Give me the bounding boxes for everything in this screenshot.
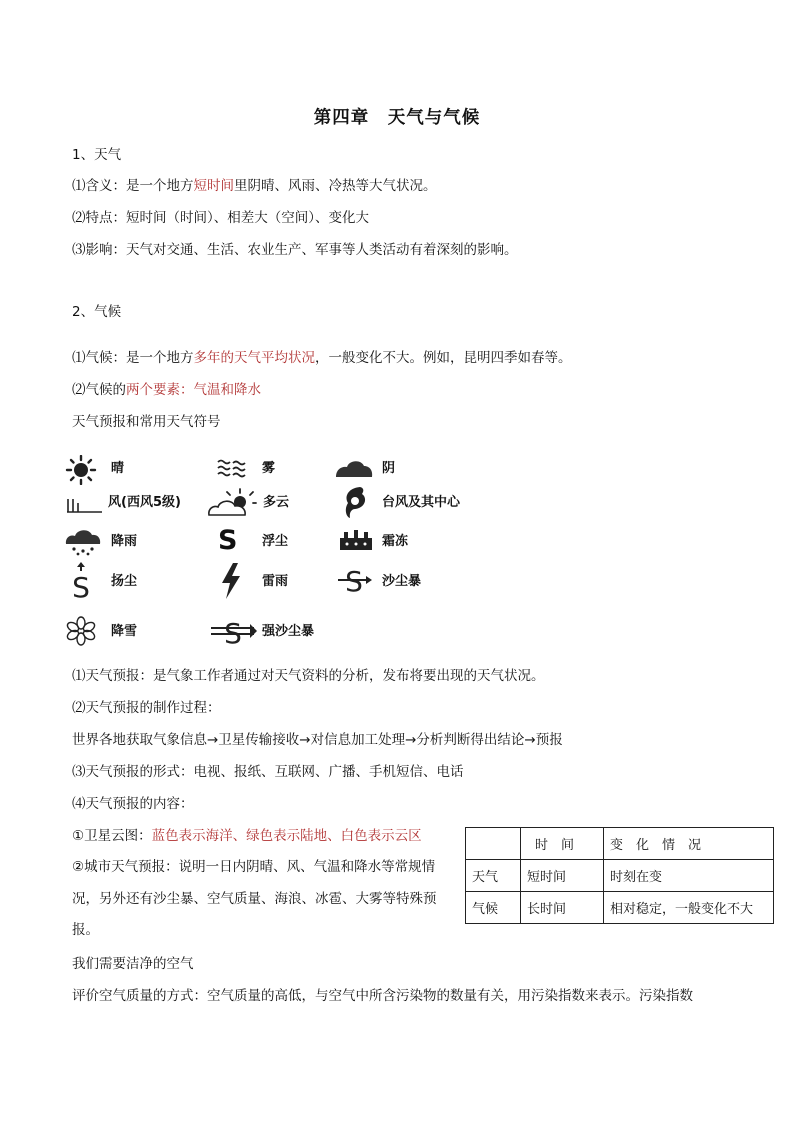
climate-elements: ⑵气候的两个要素：气温和降水 (72, 382, 261, 398)
weather-definition: ⑴含义：是一个地方短时间里阴晴、风雨、冷热等大气状况。 (72, 178, 437, 194)
clean-air-heading: 我们需要洁净的空气 (72, 956, 194, 972)
dust-icon: S (218, 525, 238, 556)
table-row (466, 892, 774, 924)
symbols-subheading: 天气预报和常用天气符号 (72, 414, 221, 430)
wind-label: 风(西风5级) (108, 495, 181, 510)
table-cell: 时刻在变 (604, 860, 774, 892)
sandstorm-icon (334, 564, 374, 596)
blowing-dust-label: 扬尘 (111, 574, 138, 589)
fog-icon (216, 458, 246, 480)
table-cell: 时 间 (521, 828, 604, 860)
city-forecast: ②城市天气预报：说明一日内阴晴、风、气温和降水等常规情况，另外还有沙尘暴、空气质量、海浪、冰雹、大雾等特殊预报。 (72, 859, 437, 939)
forecast-forms: ⑶天气预报的形式：电视、报纸、互联网、广播、手机短信、电话 (72, 764, 464, 780)
partly-cloudy-icon (206, 487, 258, 517)
table-cell (466, 828, 521, 860)
strong-sandstorm-icon (208, 615, 258, 647)
table-cell: 长时间 (521, 892, 604, 924)
fog-label: 雾 (262, 461, 276, 476)
section-weather-heading: 1、天气 (72, 147, 122, 163)
table-cell: 气候 (466, 892, 521, 924)
frost-label: 霜冻 (382, 534, 409, 549)
overcast-icon (334, 457, 374, 479)
blowing-dust-icon (68, 561, 94, 601)
cloudy-label: 多云 (263, 495, 290, 510)
thunderstorm-icon (218, 562, 244, 600)
sunny-icon (64, 455, 98, 485)
weather-features: ⑵特点：短时间（时间）、相差大（空间）、变化大 (72, 210, 369, 226)
table-cell: 天气 (466, 860, 521, 892)
frost-icon (338, 528, 374, 552)
table-header-row (466, 828, 774, 860)
air-quality-evaluation: 评价空气质量的方式：空气质量的高低，与空气中所含污染物的数量有关，用污染指数来表示。污染指数 (72, 988, 693, 1004)
svg-text:S: S (345, 565, 363, 596)
typhoon-icon (340, 485, 370, 519)
wind-icon (64, 492, 104, 514)
table-row (466, 860, 774, 892)
rain-icon (64, 528, 102, 556)
overcast-label: 阴 (382, 461, 396, 476)
weather-climate-table (465, 827, 774, 924)
weather-influence: ⑶影响：天气对交通、生活、农业生产、军事等人类活动有着深刻的影响。 (72, 242, 518, 258)
forecast-content-heading: ⑷天气预报的内容： (72, 796, 194, 812)
table-cell: 短时间 (521, 860, 604, 892)
table-cell: 相对稳定，一般变化不大 (604, 892, 774, 924)
page-title: 第四章 天气与气候 (313, 108, 481, 128)
strong-sandstorm-label: 强沙尘暴 (262, 624, 315, 639)
climate-definition: ⑴气候：是一个地方多年的天气平均状况，一般变化不大。例如，昆明四季如春等。 (72, 350, 572, 366)
section-climate-heading: 2、气候 (72, 304, 122, 320)
forecast-process: 世界各地获取气象信息→卫星传输接收→对信息加工处理→分析判断得出结论→预报 (72, 732, 563, 748)
snow-label: 降雪 (111, 624, 138, 639)
snow-icon (64, 616, 98, 646)
rain-label: 降雨 (111, 534, 138, 549)
svg-text:S: S (72, 571, 90, 601)
sunny-label: 晴 (111, 461, 125, 476)
forecast-definition: ⑴天气预报：是气象工作者通过对天气资料的分析，发布将要出现的天气状况。 (72, 668, 545, 684)
typhoon-label: 台风及其中心 (382, 495, 461, 510)
thunder-label: 雷雨 (262, 574, 289, 589)
forecast-process-heading: ⑵天气预报的制作过程： (72, 700, 221, 716)
dust-label: 浮尘 (262, 534, 289, 549)
svg-text:S: S (224, 617, 242, 647)
satellite-cloud-map: ①卫星云图：蓝色表示海洋、绿色表示陆地、白色表示云区 (72, 828, 422, 844)
table-cell: 变 化 情 况 (604, 828, 774, 860)
sandstorm-label: 沙尘暴 (382, 574, 422, 589)
